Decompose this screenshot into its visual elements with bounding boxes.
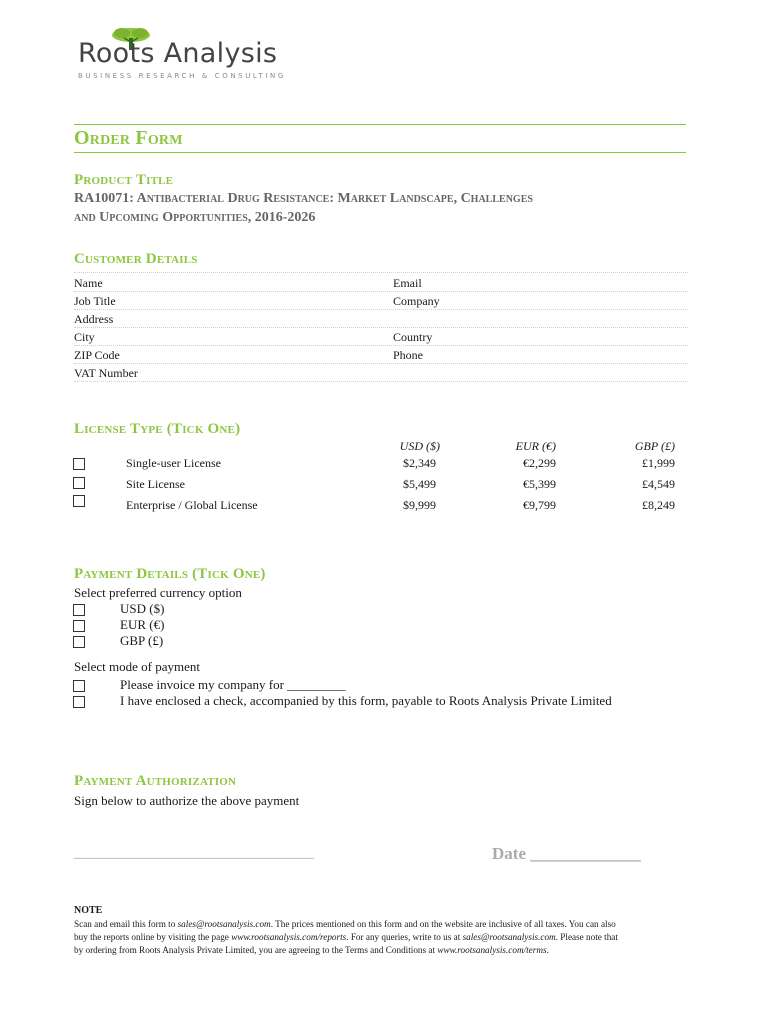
note-heading: NOTE bbox=[74, 905, 103, 916]
mode-label-check: I have enclosed a check, accompanied by this form, payable to Roots Analysis Private Limited bbox=[120, 693, 612, 708]
product-heading: Product Title bbox=[74, 172, 174, 188]
price-eur-enterprise: €9,799 bbox=[523, 498, 556, 512]
row-divider bbox=[74, 272, 688, 273]
mode-checkbox-check[interactable] bbox=[73, 696, 85, 708]
logo bbox=[74, 26, 286, 82]
mode-checkbox-invoice[interactable] bbox=[73, 680, 85, 692]
note-line2-a: buy the reports online by visiting the page bbox=[74, 932, 232, 942]
note-email-link[interactable]: sales@rootsanalysis.com bbox=[177, 919, 271, 929]
row-divider bbox=[74, 345, 688, 346]
date-field[interactable] bbox=[492, 844, 641, 864]
logo-tagline: BUSINESS RESEARCH & CONSULTING bbox=[78, 72, 286, 80]
license-checkbox-site[interactable] bbox=[73, 477, 85, 489]
note-terms-link[interactable]: www.rootsanalysis.com/terms bbox=[437, 945, 547, 955]
note-text bbox=[74, 918, 694, 957]
price-usd-single: $2,349 bbox=[403, 456, 436, 470]
field-job-title[interactable]: Job Title bbox=[74, 294, 116, 308]
col-gbp: GBP (£) bbox=[634, 439, 675, 453]
price-usd-site: $5,499 bbox=[403, 477, 436, 491]
currency-prompt: Select preferred currency option bbox=[74, 585, 242, 600]
license-heading: License Type (Tick One) bbox=[74, 421, 241, 437]
currency-checkbox-usd[interactable] bbox=[73, 604, 85, 616]
currency-label-eur: EUR (€) bbox=[120, 617, 165, 632]
title-rule-bottom bbox=[74, 152, 686, 153]
title-rule-top bbox=[74, 124, 686, 125]
field-address[interactable]: Address bbox=[74, 312, 114, 326]
field-city[interactable]: City bbox=[74, 330, 95, 344]
row-divider bbox=[74, 363, 688, 364]
col-eur: EUR (€) bbox=[515, 439, 556, 453]
note-reports-link[interactable]: www.rootsanalysis.com/reports bbox=[231, 932, 347, 942]
license-label-single: Single-user License bbox=[126, 456, 221, 470]
note-line3-a: by ordering from Roots Analysis Private Limited, you are agreeing to the Terms and Conditions at bbox=[74, 945, 438, 955]
date-label: Date bbox=[492, 844, 526, 863]
logo-name: Roots Analysis bbox=[78, 38, 278, 69]
currency-label-usd: USD ($) bbox=[120, 601, 165, 616]
currency-checkbox-eur[interactable] bbox=[73, 620, 85, 632]
license-label-site: Site License bbox=[126, 477, 185, 491]
field-phone[interactable]: Phone bbox=[393, 348, 423, 362]
price-usd-enterprise: $9,999 bbox=[403, 498, 436, 512]
field-vat[interactable]: VAT Number bbox=[74, 366, 138, 380]
product-title-line2: and Upcoming Opportunities, 2016-2026 bbox=[74, 210, 316, 225]
currency-checkbox-gbp[interactable] bbox=[73, 636, 85, 648]
price-gbp-site: £4,549 bbox=[642, 477, 675, 491]
field-country[interactable]: Country bbox=[393, 330, 433, 344]
field-zip[interactable]: ZIP Code bbox=[74, 348, 120, 362]
price-eur-site: €5,399 bbox=[523, 477, 556, 491]
currency-label-gbp: GBP (£) bbox=[120, 633, 164, 648]
field-name[interactable]: Name bbox=[74, 276, 103, 290]
price-gbp-single: £1,999 bbox=[642, 456, 675, 470]
authorization-instruction: Sign below to authorize the above payment bbox=[74, 793, 300, 808]
signature-line[interactable]: ________________________________ bbox=[74, 845, 314, 861]
row-divider bbox=[74, 327, 688, 328]
field-email[interactable]: Email bbox=[393, 276, 422, 290]
note-line2-b: . For any queries, write to us at bbox=[346, 932, 463, 942]
license-label-enterprise: Enterprise / Global License bbox=[126, 498, 258, 512]
payment-heading: Payment Details (Tick One) bbox=[74, 566, 266, 582]
authorization-heading: Payment Authorization bbox=[74, 773, 237, 789]
row-divider bbox=[74, 381, 688, 382]
note-email-link[interactable]: sales@rootsanalysis.com bbox=[462, 932, 556, 942]
note-line3-b: . bbox=[546, 945, 549, 955]
note-line1-a: Scan and email this form to bbox=[74, 919, 178, 929]
license-checkbox-single[interactable] bbox=[73, 458, 85, 470]
form-title: Order Form bbox=[74, 127, 183, 149]
mode-prompt: Select mode of payment bbox=[74, 659, 200, 674]
product-title-line1: RA10071: Antibacterial Drug Resistance: Market Landscape, Challenges bbox=[74, 191, 533, 206]
price-gbp-enterprise: £8,249 bbox=[642, 498, 675, 512]
mode-label-invoice: Please invoice my company for _________ bbox=[120, 677, 346, 692]
note-line2-c: . Please note that bbox=[555, 932, 618, 942]
note-line1-b: . The prices mentioned on this form and on the website are inclusive of all taxes. You can also bbox=[270, 919, 616, 929]
row-divider bbox=[74, 309, 688, 310]
row-divider bbox=[74, 291, 688, 292]
col-usd: USD ($) bbox=[399, 439, 440, 453]
license-checkbox-enterprise[interactable] bbox=[73, 495, 85, 507]
customer-heading: Customer Details bbox=[74, 251, 198, 267]
price-eur-single: €2,299 bbox=[523, 456, 556, 470]
date-line: _____________ bbox=[530, 844, 641, 863]
field-company[interactable]: Company bbox=[393, 294, 440, 308]
